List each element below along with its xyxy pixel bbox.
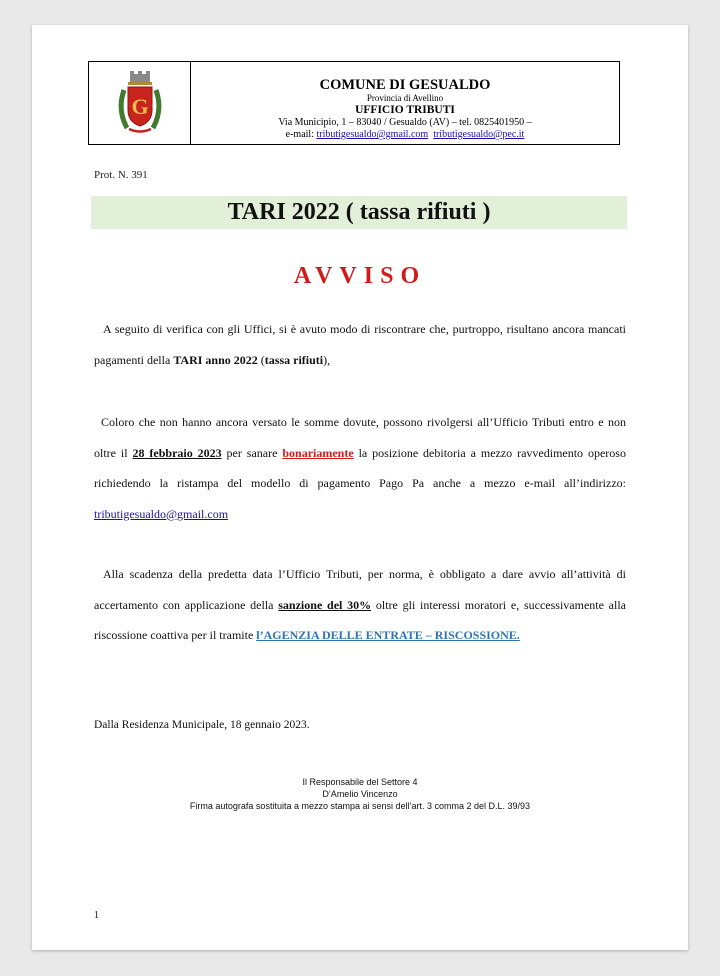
svg-text:G: G [130,94,149,119]
paragraph-1 [94,314,626,375]
protocol-number: Prot. N. 391 [94,169,148,181]
p1-tari: TARI anno 2022 [173,352,258,367]
email-link-pec[interactable]: tributigesualdo@pec.it [433,129,525,140]
letterhead-info [191,62,619,144]
email-label: e-mail: [285,129,314,140]
paragraph-2 [94,407,626,529]
email-link-gmail[interactable]: tributigesualdo@gmail.com [316,129,429,140]
office-address: Via Municipio, 1 – 83040 / Gesualdo (AV) – tel. 0825401950 – [278,117,532,128]
email-link-body[interactable]: tributigesualdo@gmail.com [94,506,229,521]
p1-paren-close: ), [323,352,331,367]
bonariamente-highlight: bonariamente [282,445,354,460]
date-line: Dalla Residenza Municipale, 18 gennaio 2023. [94,719,310,731]
p1-text: A seguito di verifica con gli Uffici, si è avuto modo di riscontrare che, purtroppo, risultano ancora mancati pagamenti della [94,322,626,367]
paragraph-3 [94,559,626,651]
p2-text-2: per sanare [221,445,283,460]
deadline-date: 28 febbraio 2023 [132,445,222,460]
signature-name: D’Amelio Vincenzo [322,789,398,799]
p1-paren-open: ( [257,352,265,367]
letterhead [88,61,620,145]
agency-name: l’AGENZIA DELLE ENTRATE – RISCOSSIONE. [256,628,520,642]
p1-tassa: tassa rifiuti [264,352,324,367]
office-emails [191,129,619,141]
crest-cell [89,62,191,144]
penalty-text: sanzione del 30% [278,597,372,612]
p2-text: Coloro che non hanno ancora versato le somme dovute, possono rivolgersi all’Ufficio Tributi entro e non oltre il [94,415,626,460]
province-name: Provincia di Avellino [366,93,444,103]
page-number: 1 [94,910,99,921]
title-band [91,196,627,229]
p3-text: Alla scadenza della predetta data l’Ufficio Tributi, per norma, è obbligato a dare avvio all’attività di accertamento con applicazione della [94,567,626,612]
signature-role: Il Responsabile del Settore 4 [302,777,418,787]
municipality-name: COMUNE DI GESUALDO [319,77,491,93]
signature-note: Firma autografa sostituita a mezzo stampa ai sensi dell’art. 3 comma 2 del D.L. 39/93 [189,801,531,811]
p2-text-3: la posizione debitoria a mezzo ravvedimento operoso richiedendo la ristampa del modello di pagamento Pago Pa anche a mezzo e-mail all’indirizzo: [94,445,626,490]
document-page [32,25,688,950]
municipal-crest-icon [115,70,165,136]
office-name: UFFICIO TRIBUTI [355,104,455,116]
notice-heading: AVVISO [293,263,427,289]
signature-block [32,776,688,812]
p3-text-2: oltre gli interessi moratori e, successivamente alla riscossione coattiva per il tramite [94,597,627,642]
document-title: TARI 2022 ( tassa rifiuti ) [227,199,491,225]
